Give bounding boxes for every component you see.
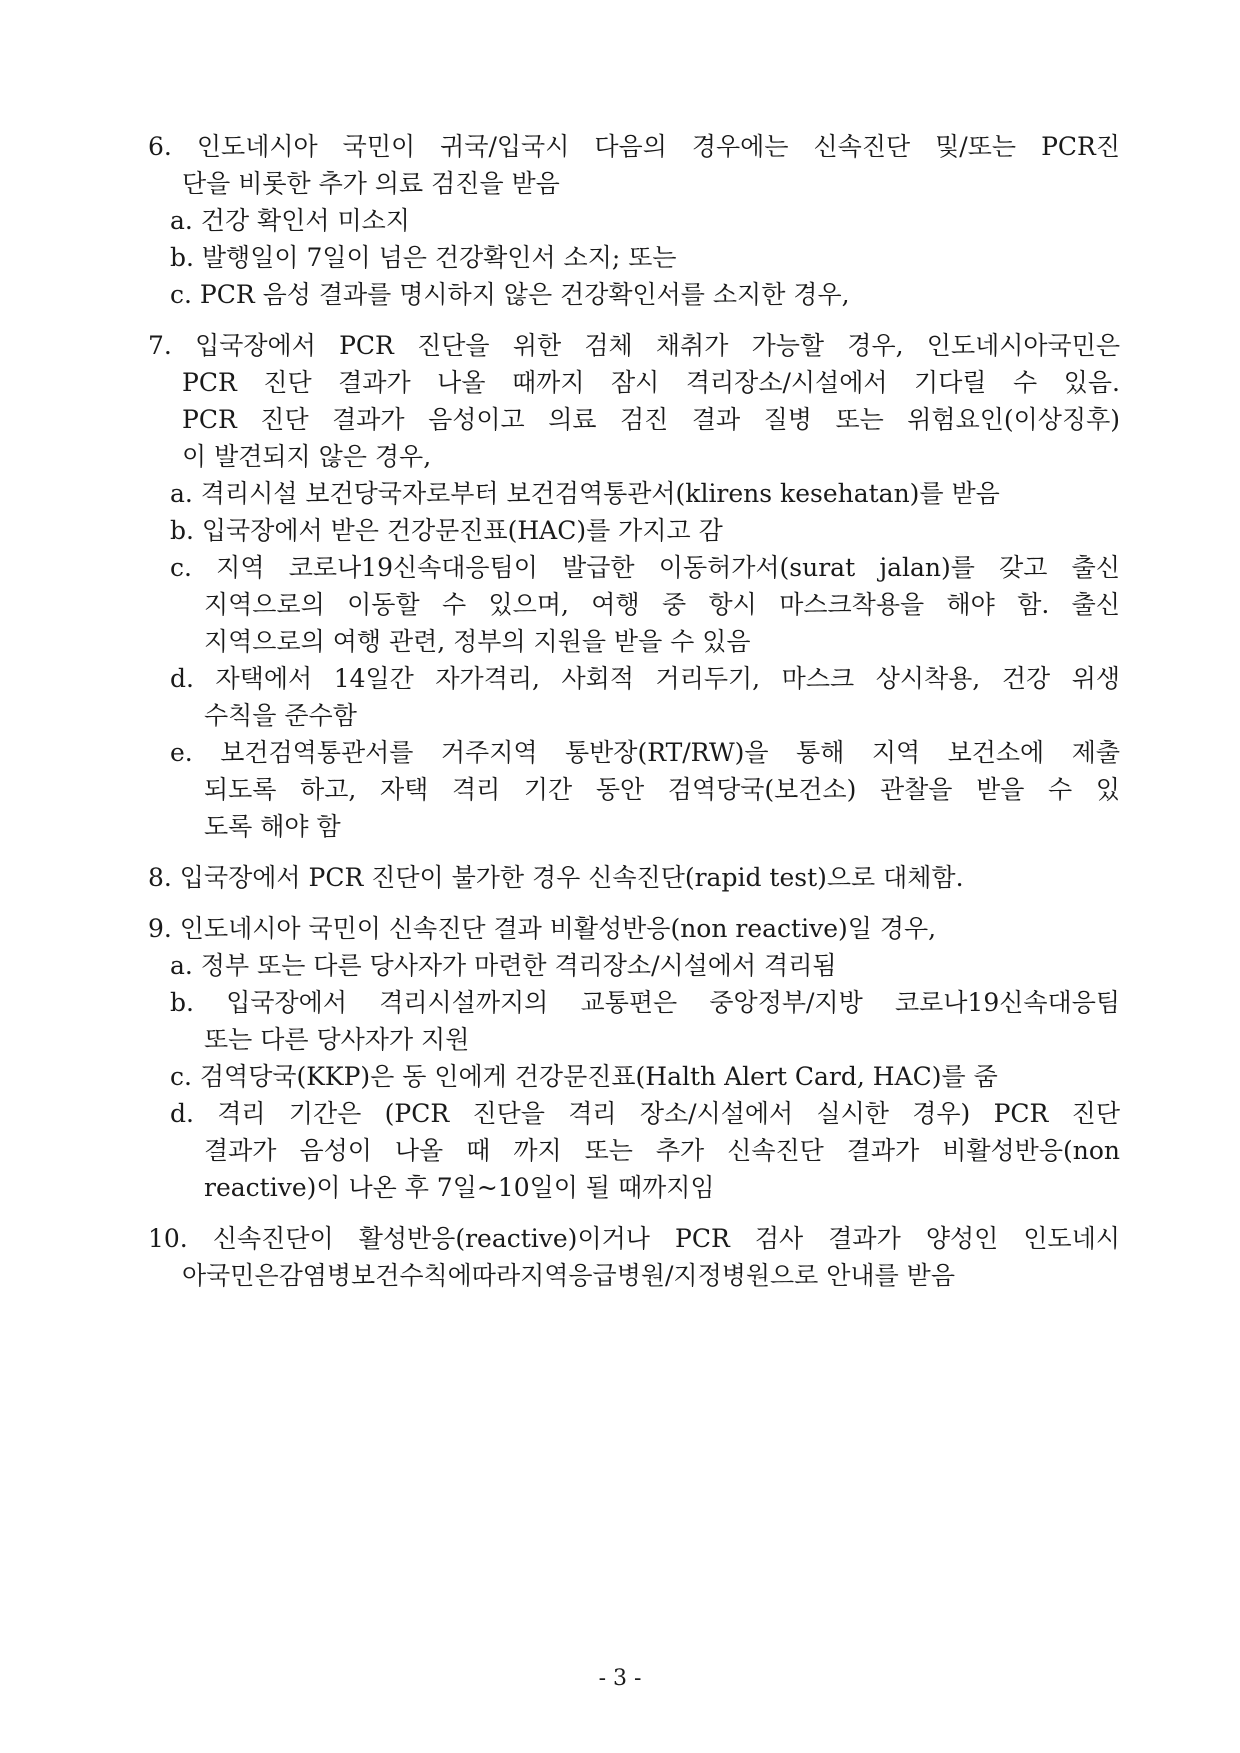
sub-item xyxy=(148,549,1120,660)
item-text-line: 단을 비롯한 추가 의료 검진을 받음 xyxy=(182,169,560,198)
sub-item xyxy=(148,1058,1120,1095)
sub-item xyxy=(148,1095,1120,1206)
sub-item-text-line: a. 격리시설 보건당국자로부터 보건검역통관서(klirens kesehatan)를 받음 xyxy=(170,479,1000,508)
sub-item-text-line: 도록 해야 함 xyxy=(204,812,341,841)
sub-item-text-line: d. 자택에서 14일간 자가격리, 사회적 거리두기, 마스크 상시착용, 건강 위생 xyxy=(170,664,1120,693)
sub-item xyxy=(148,239,1120,276)
item-text-line: 9. 인도네시아 국민이 신속진단 결과 비활성반응(non reactive)일 경우, xyxy=(148,914,937,943)
numbered-item xyxy=(148,859,1120,896)
sub-item-text-line: b. 입국장에서 받은 건강문진표(HAC)를 가지고 감 xyxy=(170,516,723,545)
sub-item xyxy=(148,202,1120,239)
numbered-item xyxy=(148,910,1120,1206)
sub-item-text-line: 결과가 음성이 나올 때 까지 또는 추가 신속진단 결과가 비활성반응(non xyxy=(204,1136,1120,1165)
document-body xyxy=(148,128,1120,1308)
numbered-item xyxy=(148,1220,1120,1294)
sub-item-text-line: reactive)이 나온 후 7일~10일이 될 때까지임 xyxy=(204,1173,715,1202)
sub-item-text-line: e. 보건검역통관서를 거주지역 통반장(RT/RW)을 통해 지역 보건소에 제출 xyxy=(170,738,1120,767)
sub-item xyxy=(148,947,1120,984)
item-text-line: 7. 입국장에서 PCR 진단을 위한 검체 채취가 가능할 경우, 인도네시아국민은 xyxy=(148,331,1120,360)
sub-item-text-line: a. 건강 확인서 미소지 xyxy=(170,206,410,235)
sub-item-text-line: b. 입국장에서 격리시설까지의 교통편은 중앙정부/지방 코로나19신속대응팀 xyxy=(170,988,1120,1017)
sub-item-text-line: a. 정부 또는 다른 당사자가 마련한 격리장소/시설에서 격리됨 xyxy=(170,951,837,980)
sub-item-text-line: c. 검역당국(KKP)은 동 인에게 건강문진표(Halth Alert Card, HAC)를 줌 xyxy=(170,1062,998,1091)
numbered-item xyxy=(148,128,1120,313)
sub-item-text-line: 수칙을 준수함 xyxy=(204,701,357,730)
item-text-line: 6. 인도네시아 국민이 귀국/입국시 다음의 경우에는 신속진단 및/또는 PCR진 xyxy=(148,132,1120,161)
sub-item xyxy=(148,984,1120,1058)
item-text-line: 10. 신속진단이 활성반응(reactive)이거나 PCR 검사 결과가 양성인 인도네시 xyxy=(148,1224,1120,1253)
sub-item-text-line: c. PCR 음성 결과를 명시하지 않은 건강확인서를 소지한 경우, xyxy=(170,280,850,309)
sub-item-text-line: 되도록 하고, 자택 격리 기간 동안 검역당국(보건소) 관찰을 받을 수 있 xyxy=(204,775,1120,804)
sub-item-text-line: b. 발행일이 7일이 넘은 건강확인서 소지; 또는 xyxy=(170,243,677,272)
item-text-line: 8. 입국장에서 PCR 진단이 불가한 경우 신속진단(rapid test)으로 대체함. xyxy=(148,863,964,892)
page-number: - 3 - xyxy=(598,1666,642,1691)
sub-item xyxy=(148,475,1120,512)
sub-item xyxy=(148,734,1120,845)
item-text-line: 이 발견되지 않은 경우, xyxy=(182,442,432,471)
sub-item-text-line: 지역으로의 여행 관련, 정부의 지원을 받을 수 있음 xyxy=(204,627,751,656)
item-text-line: PCR 진단 결과가 음성이고 의료 검진 결과 질병 또는 위험요인(이상징후) xyxy=(182,405,1120,434)
sub-item xyxy=(148,276,1120,313)
sub-item-text-line: d. 격리 기간은 (PCR 진단을 격리 장소/시설에서 실시한 경우) PCR 진단 xyxy=(170,1099,1120,1128)
item-text-line: PCR 진단 결과가 나올 때까지 잠시 격리장소/시설에서 기다릴 수 있음. xyxy=(182,368,1120,397)
item-text-line: 아국민은감염병보건수칙에따라지역응급병원/지정병원으로 안내를 받음 xyxy=(182,1261,955,1290)
sub-item-text-line: c. 지역 코로나19신속대응팀이 발급한 이동허가서(surat jalan)를 갖고 출신 xyxy=(170,553,1120,582)
numbered-item xyxy=(148,327,1120,845)
sub-item xyxy=(148,660,1120,734)
sub-item xyxy=(148,512,1120,549)
sub-item-text-line: 지역으로의 이동할 수 있으며, 여행 중 항시 마스크착용을 해야 함. 출신 xyxy=(204,590,1120,619)
sub-item-text-line: 또는 다른 당사자가 지원 xyxy=(204,1025,470,1054)
